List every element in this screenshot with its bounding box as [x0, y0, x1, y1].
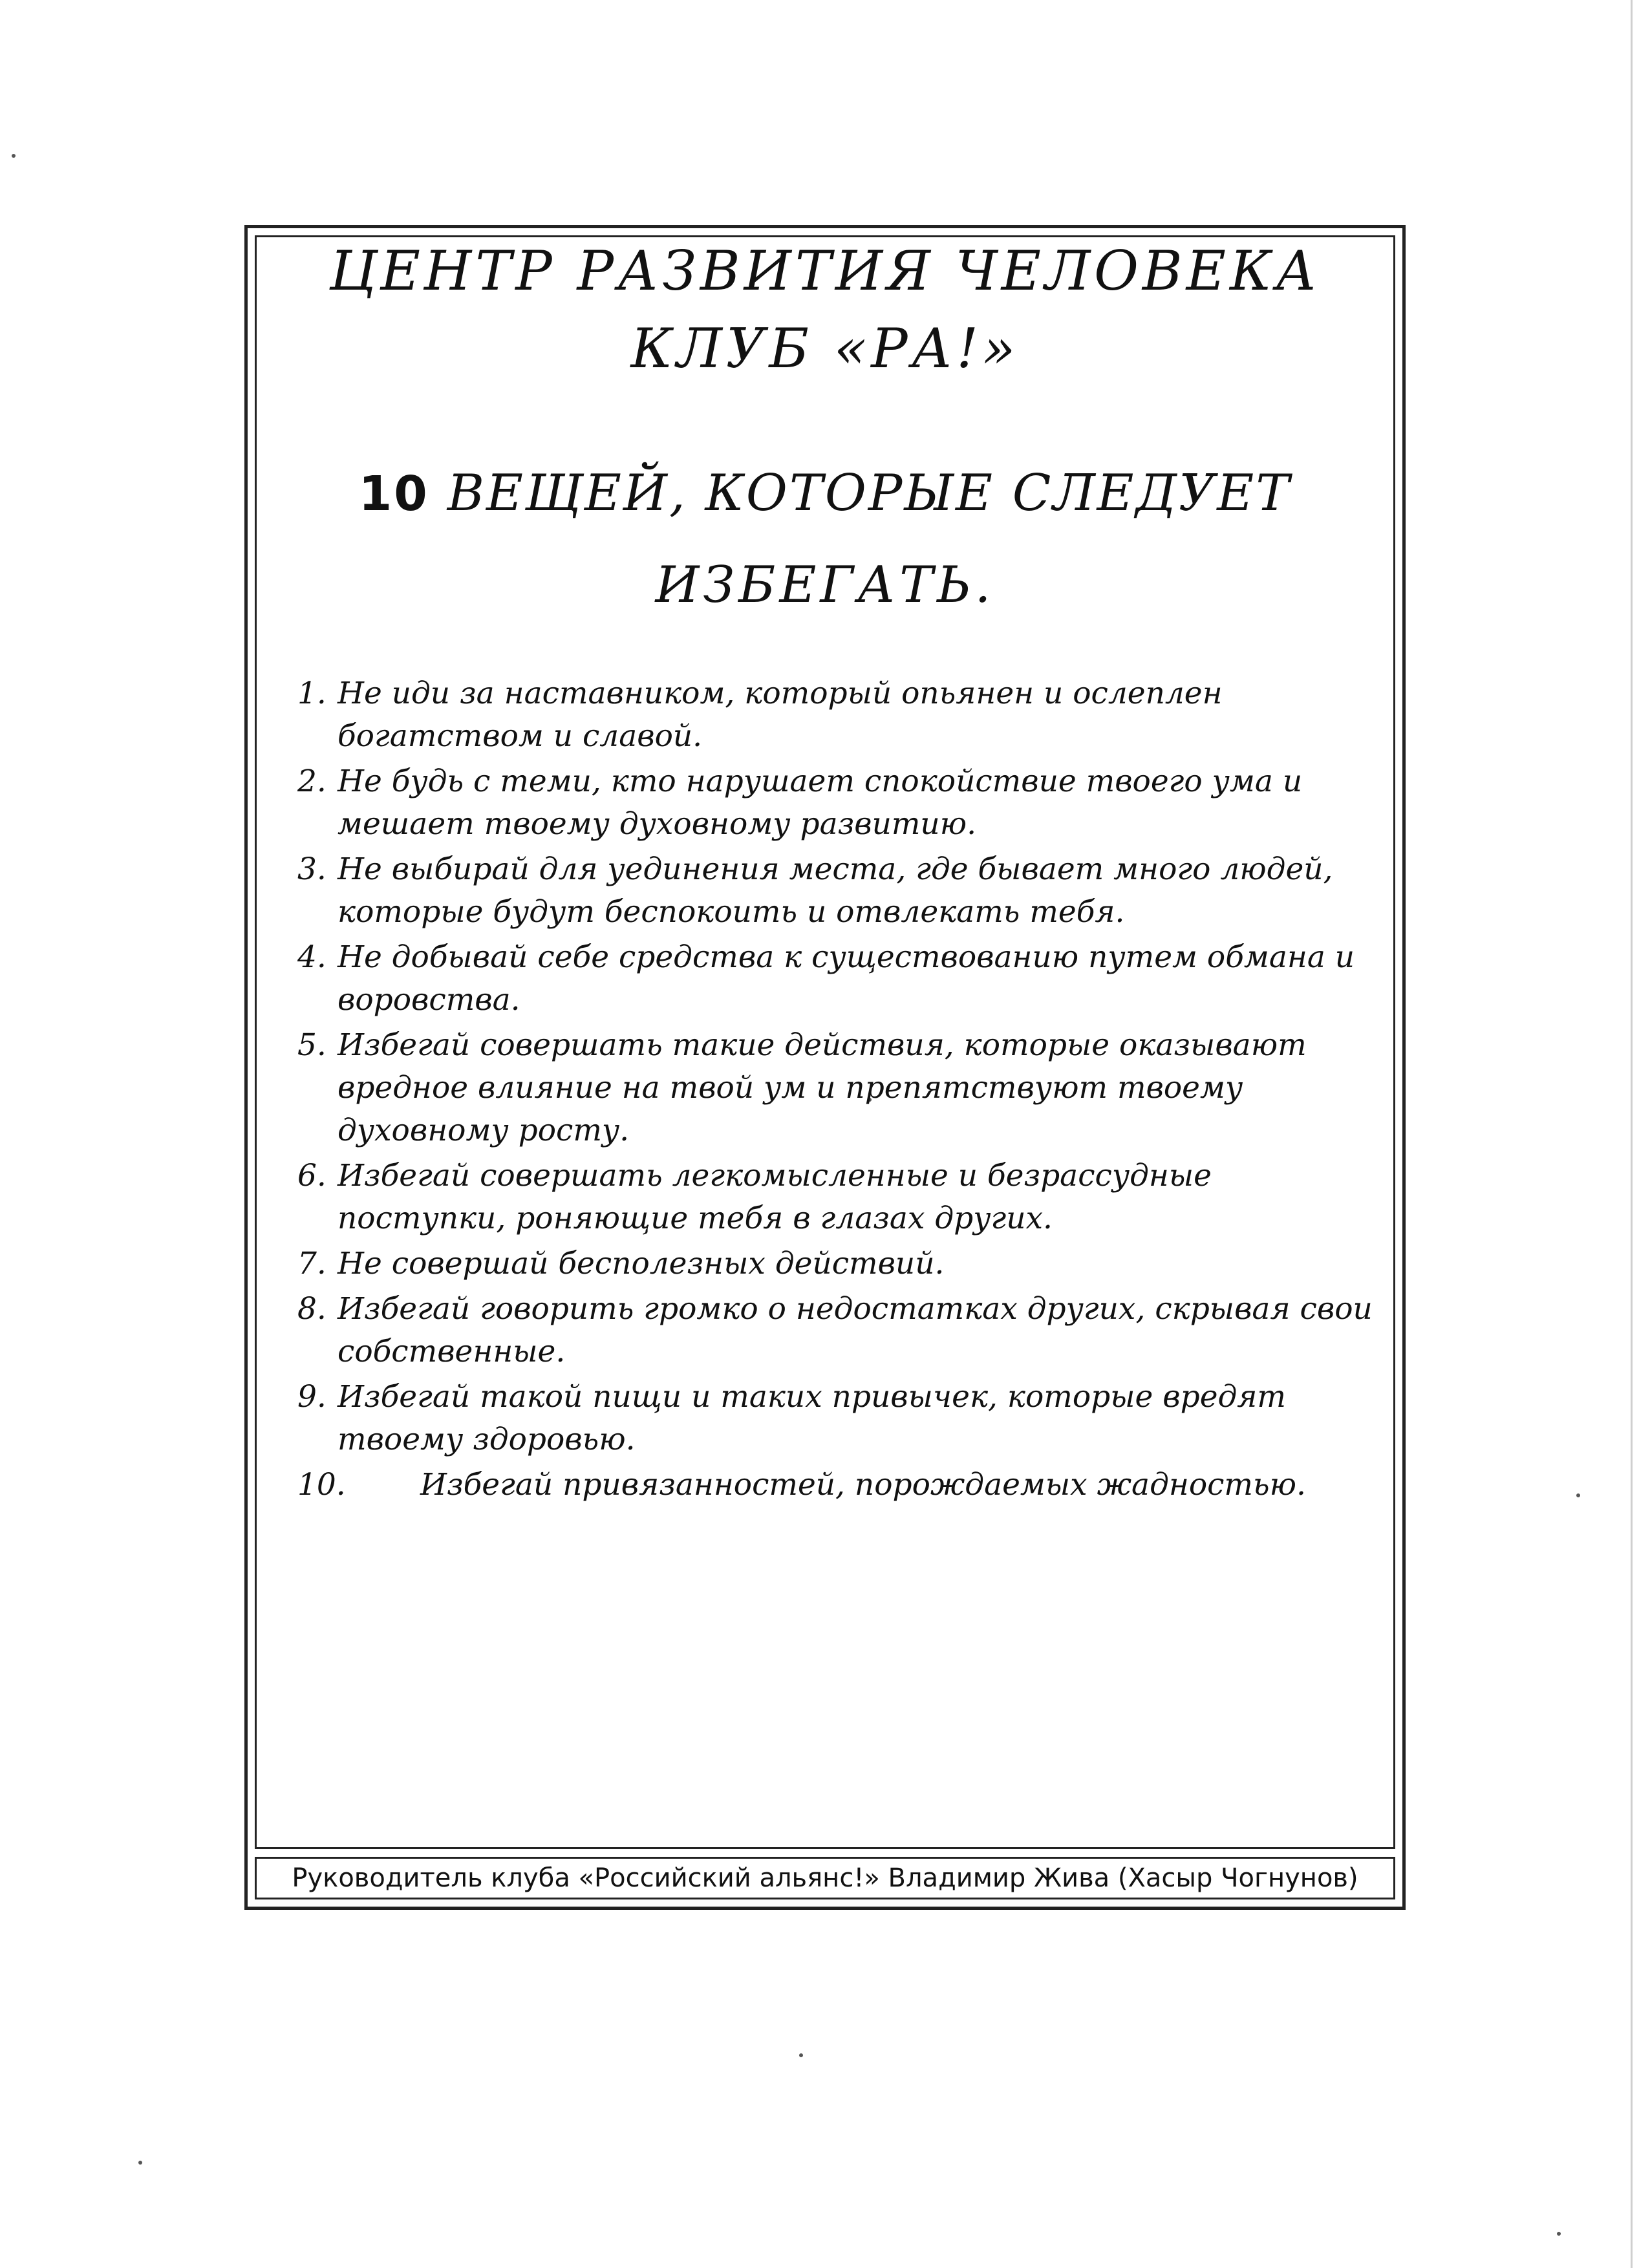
item-number: 7. [297, 1246, 327, 1281]
item-number: 4. [297, 939, 327, 975]
club-name-heading: КЛУБ «РА!» [630, 317, 1020, 380]
list-item [297, 1155, 1384, 1240]
title-number: 10 [358, 466, 429, 522]
title-text: ВЕЩЕЙ, КОТОРЫЕ СЛЕДУЕТ [447, 464, 1292, 522]
list-item [297, 1376, 1384, 1461]
item-text: Не иди за наставником, который опьянен и ослеплен богатством и славой. [338, 676, 1223, 754]
item-number: 3. [297, 851, 327, 887]
list-item [297, 848, 1384, 934]
scan-speck [799, 2053, 803, 2057]
list-item [297, 1464, 1384, 1506]
scan-speck [1576, 1493, 1580, 1497]
item-number: 2. [297, 764, 327, 799]
item-number: 9. [297, 1379, 327, 1415]
list-item [297, 760, 1384, 846]
list-item [297, 672, 1384, 758]
document-title-line-1 [255, 464, 1395, 522]
item-text: Избегай привязанностей, порождаемых жадностью. [420, 1467, 1306, 1503]
item-text: Избегай совершать такие действия, которые оказывают вредное влияние на твой ум и препятствуют твоему духовному росту. [338, 1027, 1307, 1148]
document-title-line-2: ИЗБЕГАТЬ. [655, 556, 995, 614]
item-number: 6. [297, 1158, 327, 1193]
scan-speck [138, 2161, 142, 2165]
item-text: Избегай совершать легкомысленные и безрассудные поступки, роняющие тебя в глазах других. [338, 1158, 1212, 1236]
item-text: Избегай такой пищи и таких привычек, которые вредят твоему здоровью. [338, 1379, 1286, 1457]
item-number: 1. [297, 676, 327, 711]
scan-speck [12, 154, 16, 158]
item-number: 8. [297, 1291, 327, 1327]
list-item [297, 1024, 1384, 1152]
item-text: Не выбирай для уединения места, где бывает много людей, которые будут беспокоить и отвлекать тебя. [338, 851, 1333, 930]
scan-edge [1631, 0, 1633, 2268]
item-text: Не добывай себе средства к существованию путем обмана и воровства. [338, 939, 1355, 1018]
list-item [297, 1288, 1384, 1373]
item-text: Не совершай бесполезных действий. [338, 1246, 945, 1281]
rules-list [297, 672, 1384, 1509]
club-center-heading: ЦЕНТР РАЗВИТИЯ ЧЕЛОВЕКА [329, 239, 1321, 303]
footer-signature: Руководитель клуба «Российский альянс!» Владимир Жива (Хасыр Чогнунов) [255, 1857, 1395, 1899]
scan-speck [1557, 2232, 1561, 2236]
item-text: Избегай говорить громко о недостатках других, скрывая свои собственные. [338, 1291, 1373, 1369]
item-text: Не будь с теми, кто нарушает спокойствие твоего ума и мешает твоему духовному развитию. [338, 764, 1303, 842]
item-number: 5. [297, 1027, 327, 1063]
item-number: 10. [297, 1467, 346, 1503]
list-item [297, 936, 1384, 1022]
list-item [297, 1243, 1384, 1285]
